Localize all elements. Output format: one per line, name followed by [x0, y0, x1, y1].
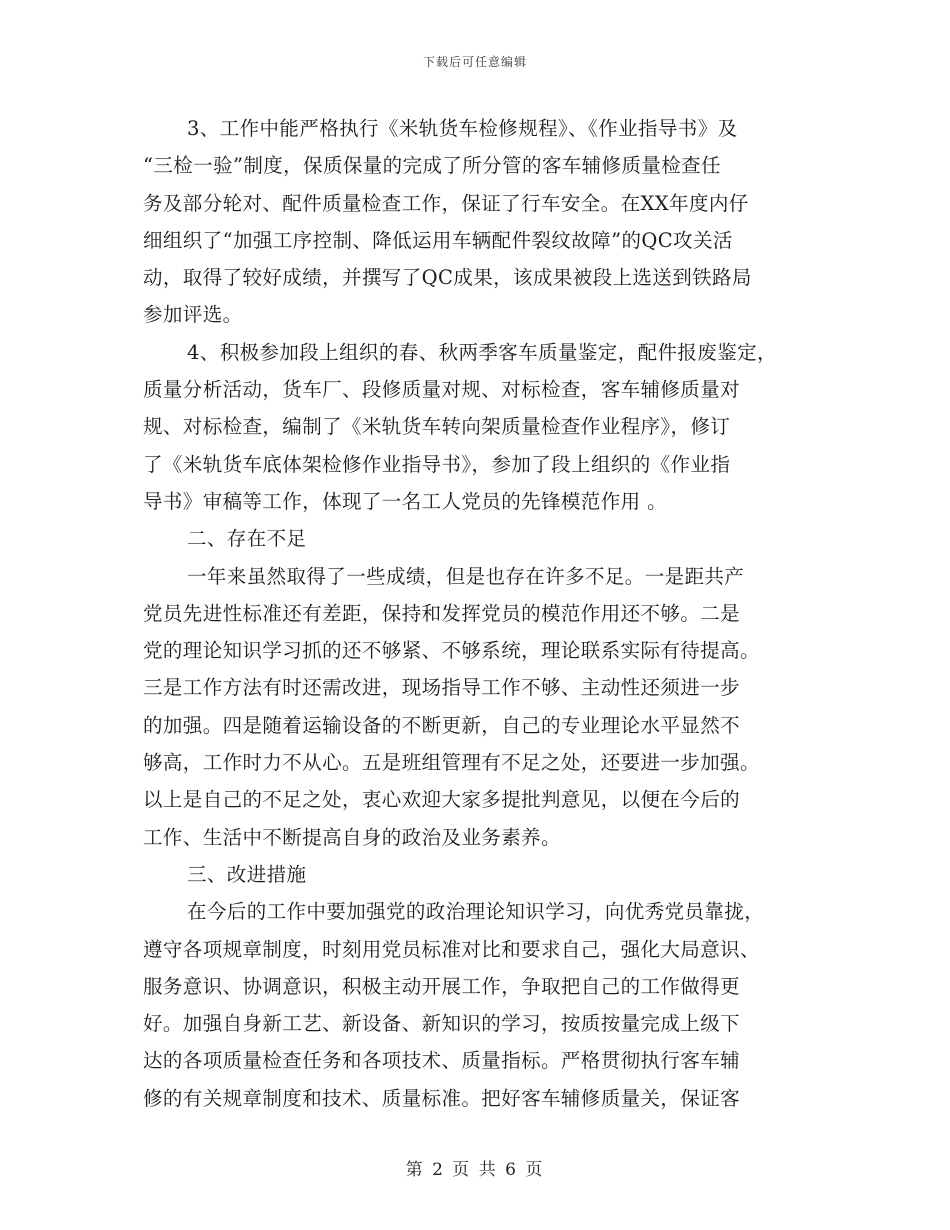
- text-line: 好。加强自身新工艺、新设备、新知识的学习，按质按量完成上级下: [143, 1012, 741, 1036]
- text-line: 导书》审稿等工作，体现了一名工人党员的先锋模范作用 。: [143, 489, 667, 513]
- page-footer: 第 2 页 共 6 页: [405, 1160, 545, 1180]
- text-line: 三、改进措施: [187, 862, 307, 886]
- text-line: 3、工作中能严格执行《米轨货车检修规程》、《作业指导书》及: [187, 117, 738, 140]
- text-line: 二、存在不足: [187, 527, 307, 551]
- text-line: 工作、生活中不断提高自身的政治及业务素养。: [143, 825, 561, 849]
- text-line: 在今后的工作中要加强党的政治理论知识学习，向优秀党员靠拢，: [187, 900, 765, 924]
- text-line: 三是工作方法有时还需改进，现场指导工作不够、主动性还须进一步: [143, 676, 741, 700]
- text-line: 达的各项质量检查任务和各项技术、质量指标。严格贯彻执行客车辅: [143, 1049, 741, 1073]
- text-line: 规、对标检查，编制了《米轨货车转向架质量检查作业程序》，修订: [143, 415, 731, 439]
- text-line: 参加评选。: [143, 303, 243, 327]
- text-line: 动，取得了较好成绩，并撰写了QC成果，该成果被段上选送到铁路局: [143, 266, 752, 290]
- text-line: 务及部分轮对、配件质量检查工作，保证了行车安全。在XX年度内仔: [143, 191, 749, 215]
- text-line: 够高，工作时力不从心。五是班组管理有不足之处，还要进一步加强。: [143, 751, 760, 775]
- text-line: 遵守各项规章制度，时刻用党员标准对比和要求自己，强化大局意识、: [143, 937, 760, 961]
- text-line: 党员先进性标准还有差距，保持和发挥党员的模范作用还不够。二是: [143, 601, 741, 625]
- text-line: 4、积极参加段上组织的春、秋两季客车质量鉴定，配件报废鉴定，: [187, 340, 777, 364]
- text-line: 服务意识、协调意识，积极主动开展工作，争取把自己的工作做得更: [143, 974, 741, 998]
- text-line: 的加强。四是随着运输设备的不断更新，自己的专业理论水平显然不: [143, 713, 741, 737]
- page-header: 下载后可任意编辑: [422, 55, 527, 69]
- text-line: 一年来虽然取得了一些成绩，但是也存在许多不足。一是距共产: [187, 564, 745, 588]
- text-line: 以上是自己的不足之处，衷心欢迎大家多提批判意见，以便在今后的: [143, 788, 741, 812]
- text-line: 了《米轨货车底体架检修作业指导书》，参加了段上组织的《作业指: [143, 452, 731, 476]
- text-line: 修的有关规章制度和技术、质量标准。把好客车辅修质量关，保证客: [143, 1086, 741, 1110]
- document-body: [143, 110, 811, 1117]
- text-line: 党的理论知识学习抓的还不够紧、不够系统，理论联系实际有待提高。: [143, 639, 760, 663]
- text-line: “三检一验”制度，保质保量的完成了所分管的客车辅修质量检查任: [143, 154, 721, 178]
- text-line: 质量分析活动，货车厂、段修质量对规、对标检查，客车辅修质量对: [143, 378, 741, 402]
- text-line: 细组织了“加强工序控制、降低运用车辆配件裂纹故障”的QC攻关活: [143, 228, 733, 252]
